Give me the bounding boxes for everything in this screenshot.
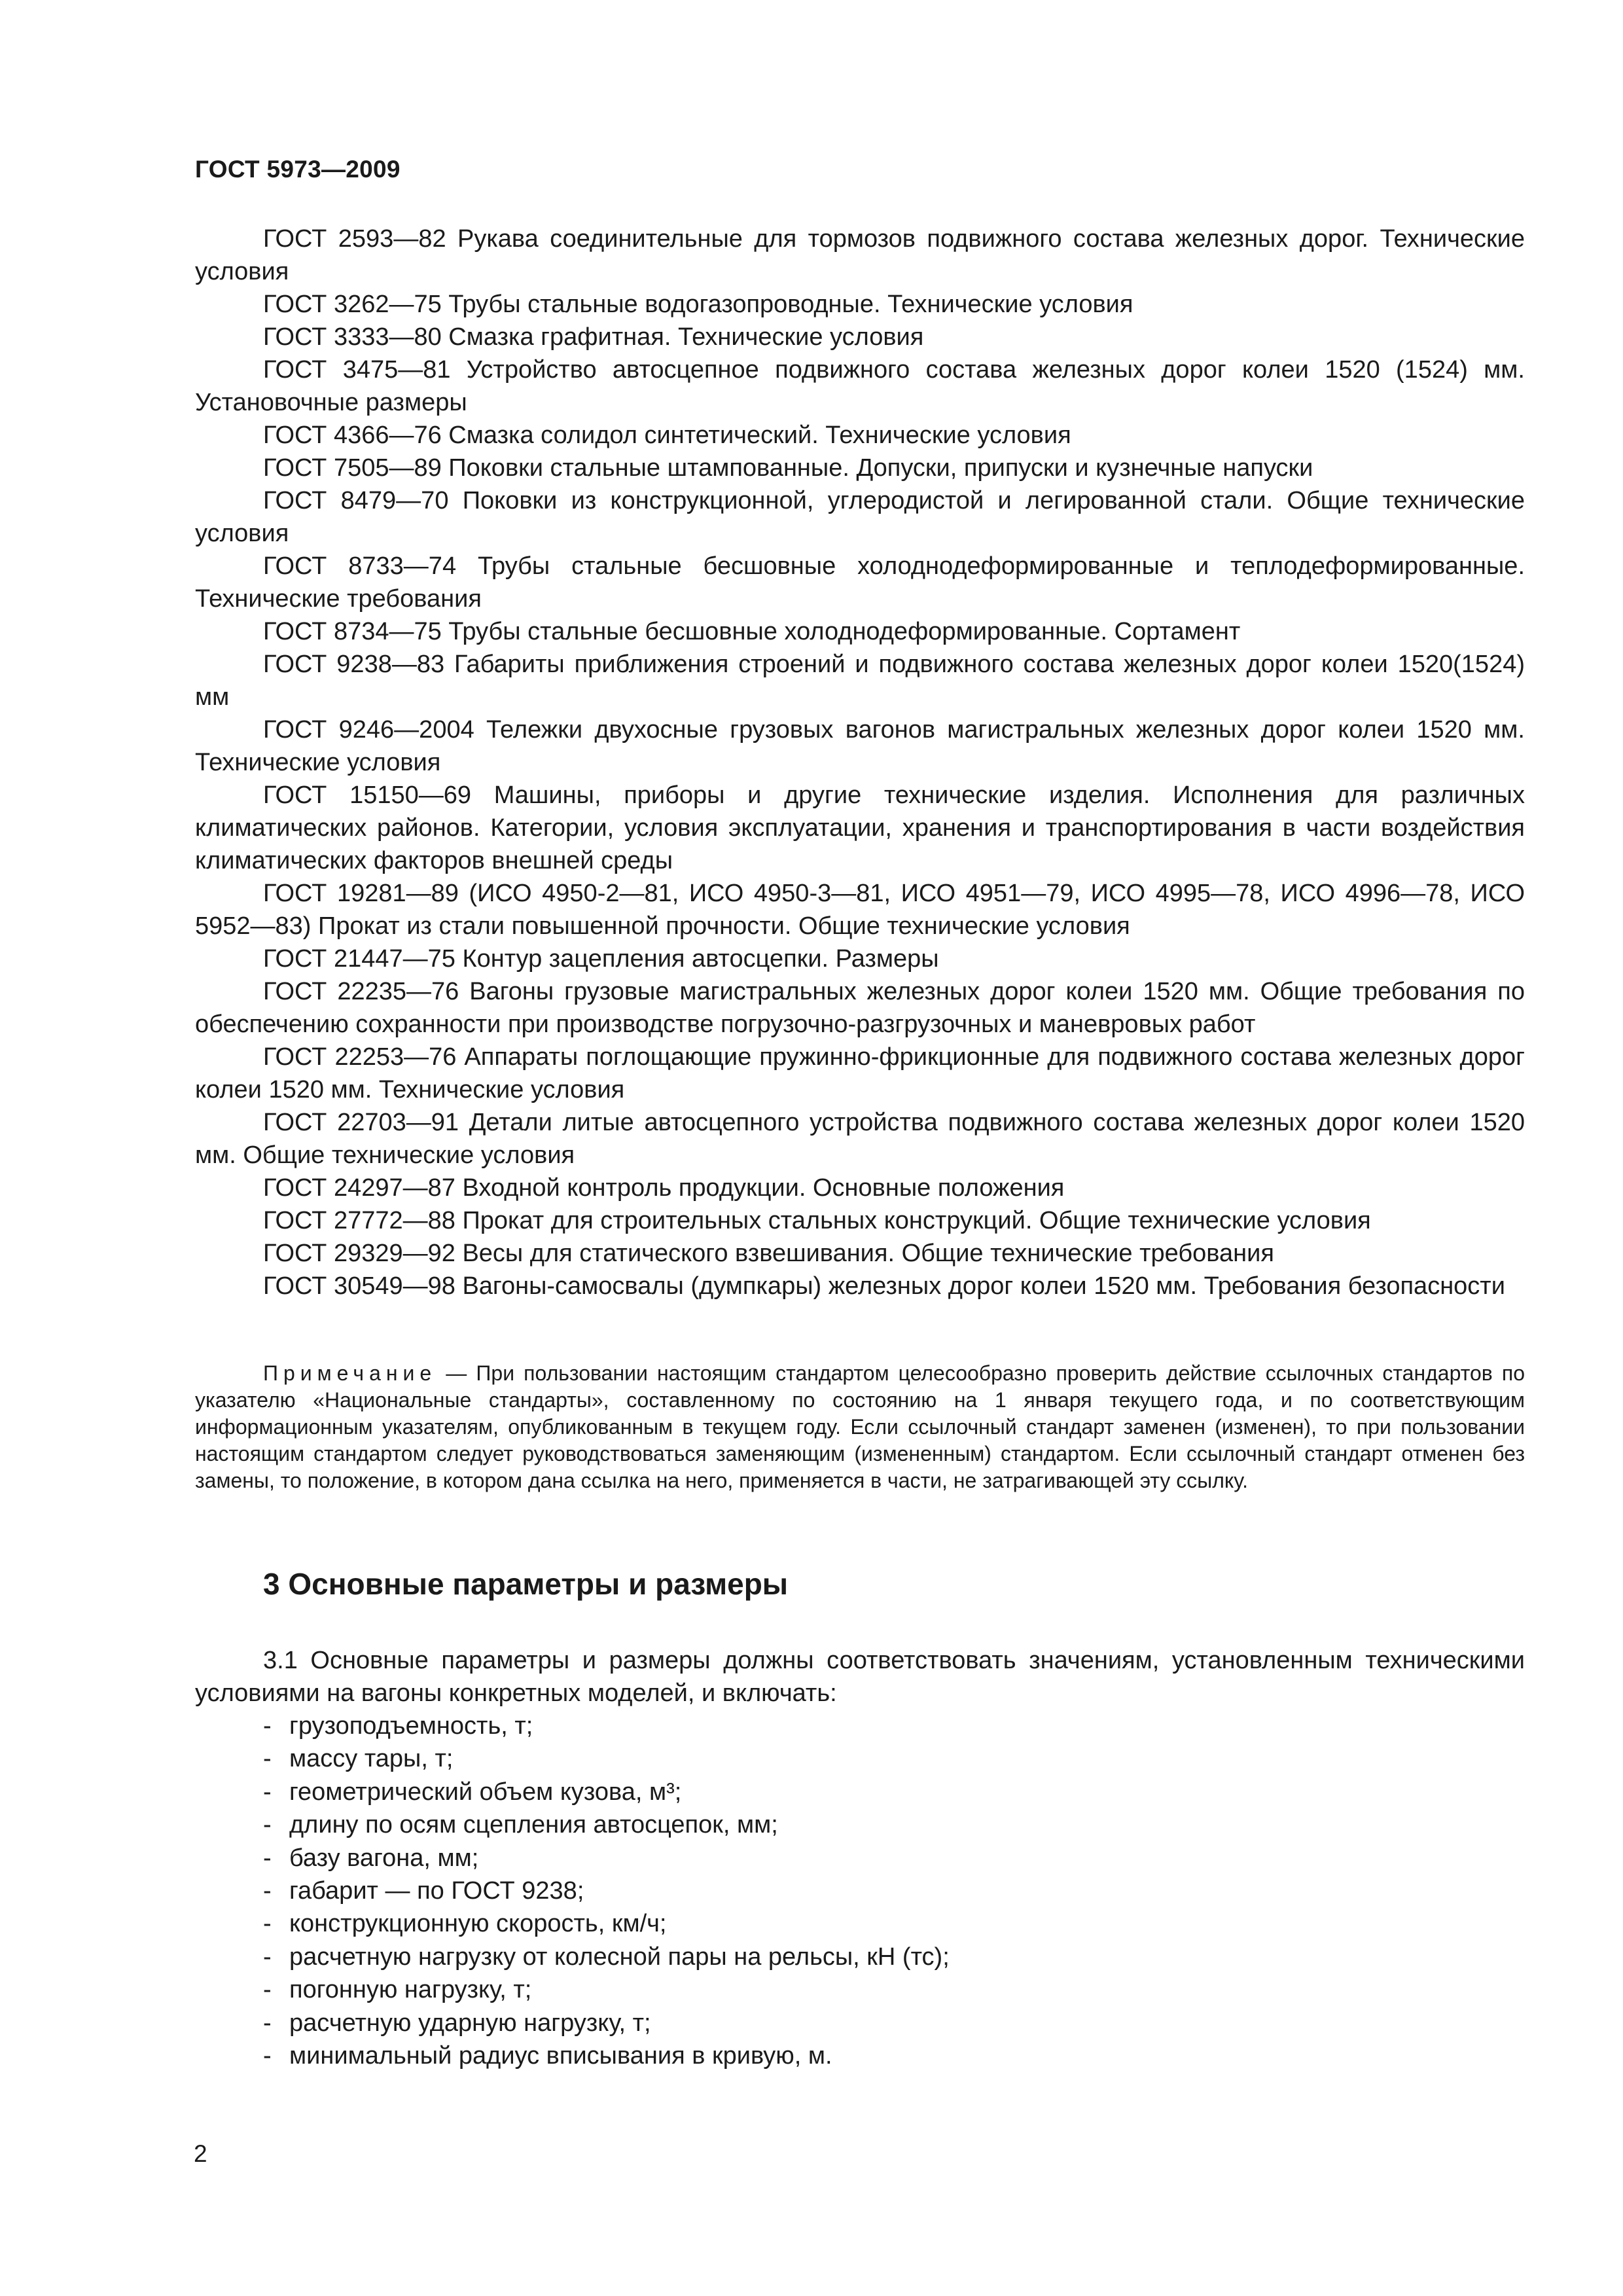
list-dash: - (263, 1976, 272, 2004)
list-item-text: длину по осям сцепления автосцепок, мм; (289, 1811, 778, 1839)
reference-item: ГОСТ 9246—2004 Тележки двухосные грузовых вагонов магистральных железных дорог колеи 1520 мм. Технические условия (195, 716, 1525, 776)
reference-item: ГОСТ 9238—83 Габариты приближения строений и подвижного состава железных дорог колеи 1520(1524) мм (195, 651, 1525, 711)
list-dash: - (263, 1877, 272, 1905)
list-item-text: геометрический объем кузова, м³; (289, 1778, 682, 1806)
document-header: ГОСТ 5973—2009 (195, 156, 401, 183)
list-dash: - (263, 1910, 272, 1938)
reference-item: ГОСТ 15150—69 Машины, приборы и другие технические изделия. Исполнения для различных климатических районов. Категории, условия эксплуатации, хранения и транспортирования в части воздействия климатических факторов внешней среды (195, 781, 1525, 874)
list-item-text: минимальный радиус вписывания в кривую, м. (289, 2042, 832, 2070)
reference-item: ГОСТ 22235—76 Вагоны грузовые магистральных железных дорог колеи 1520 мм. Общие требования по обеспечению сохранности при производстве погрузочно-разгрузочных и маневровых работ (195, 978, 1525, 1038)
list-item-text: грузоподъемность, т; (289, 1712, 533, 1740)
list-dash: - (263, 1943, 272, 1971)
list-dash: - (263, 1778, 272, 1806)
section-heading: 3 Основные параметры и размеры (263, 1567, 789, 1601)
list-item (263, 1973, 950, 2006)
list-item (263, 1941, 950, 1973)
note-label: Примечание (263, 1361, 437, 1385)
reference-item: ГОСТ 3475—81 Устройство автосцепное подвижного состава железных дорог колеи 1520 (1524) мм. Установочные размеры (195, 356, 1525, 416)
list-item (263, 1907, 950, 1940)
list-item (263, 2007, 950, 2039)
reference-item: ГОСТ 30549—98 Вагоны-самосвалы (думпкары) железных дорог колеи 1520 мм. Требования безопасности (263, 1272, 1505, 1300)
list-item (263, 2039, 950, 2072)
page-number: 2 (194, 2140, 207, 2167)
list-dash: - (263, 1811, 272, 1839)
list-item (263, 1710, 950, 1742)
note-paragraph (195, 1360, 1525, 1494)
reference-item: ГОСТ 22703—91 Детали литые автосцепного устройства подвижного состава железных дорог колеи 1520 мм. Общие технические условия (195, 1109, 1525, 1169)
list-item (263, 1808, 950, 1841)
list-dash: - (263, 1712, 272, 1740)
reference-item: ГОСТ 27772—88 Прокат для строительных стальных конструкций. Общие технические условия (263, 1207, 1371, 1234)
reference-item: ГОСТ 8733—74 Трубы стальные бесшовные холоднодеформированные и теплодеформированные. Технические требования (195, 552, 1525, 613)
reference-item: ГОСТ 3262—75 Трубы стальные водогазопроводные. Технические условия (263, 291, 1133, 318)
reference-item: ГОСТ 2593—82 Рукава соединительные для тормозов подвижного состава железных дорог. Технические условия (195, 225, 1525, 285)
list-dash: - (263, 1745, 272, 1773)
list-item-text: расчетную ударную нагрузку, т; (289, 2009, 651, 2037)
list-item-text: базу вагона, мм; (289, 1844, 479, 1872)
list-item-text: погонную нагрузку, т; (289, 1976, 532, 2004)
reference-item: ГОСТ 8734—75 Трубы стальные бесшовные холоднодеформированные. Сортамент (263, 618, 1241, 645)
reference-item: ГОСТ 19281—89 (ИСО 4950-2—81, ИСО 4950-3—81, ИСО 4951—79, ИСО 4995—78, ИСО 4996—78, ИСО 5952—83) Прокат из стали повышенной прочности. Общие технические условия (195, 880, 1525, 940)
reference-item: ГОСТ 24297—87 Входной контроль продукции. Основные положения (263, 1174, 1065, 1202)
reference-item: ГОСТ 21447—75 Контур зацепления автосцепки. Размеры (263, 945, 939, 973)
list-dash: - (263, 2042, 272, 2070)
list-item-text: расчетную нагрузку от колесной пары на рельсы, кН (тс); (289, 1943, 950, 1971)
list-item-text: конструкционную скорость, км/ч; (289, 1910, 667, 1938)
list-item (263, 1874, 950, 1907)
reference-item: ГОСТ 7505—89 Поковки стальные штампованные. Допуски, припуски и кузнечные напуски (263, 454, 1313, 482)
normative-references-list (195, 223, 1525, 1302)
section-paragraph: 3.1 Основные параметры и размеры должны соответствовать значениям, установленным техническими условиями на вагоны конкретных моделей, и включать: (195, 1647, 1525, 1707)
reference-item: ГОСТ 22253—76 Аппараты поглощающие пружинно-фрикционные для подвижного состава железных дорог колеи 1520 мм. Технические условия (195, 1043, 1525, 1103)
reference-item: ГОСТ 29329—92 Весы для статического взвешивания. Общие технические требования (263, 1240, 1274, 1267)
list-item (263, 1742, 950, 1775)
reference-item: ГОСТ 3333—80 Смазка графитная. Технические условия (263, 323, 924, 351)
list-item-text: габарит — по ГОСТ 9238; (289, 1877, 584, 1905)
list-item-text: массу тары, т; (289, 1745, 454, 1773)
list-dash: - (263, 1844, 272, 1872)
reference-item: ГОСТ 8479—70 Поковки из конструкционной, углеродистой и легированной стали. Общие технические условия (195, 487, 1525, 547)
reference-item: ГОСТ 4366—76 Смазка солидол синтетический. Технические условия (263, 422, 1071, 449)
note-text: — При пользовании настоящим стандартом целесообразно проверить действие ссылочных стандартов по указателю «Национальные стандарты», составленному по состоянию на 1 января текущего года, и по соответствующим информационным указателям, опубликованным в текущем году. Если ссылочный стандарт заменен (изменен), то при пользовании настоящим стандартом следует руководствоваться заменяющим (измененным) стандартом. Если ссылочный стандарт отменен без замены, то положение, в котором дана ссылка на него, применяется в части, не затрагивающей эту ссылку. (195, 1361, 1525, 1492)
parameters-list (263, 1710, 950, 2072)
list-item (263, 1842, 950, 1874)
list-item (263, 1776, 950, 1808)
list-dash: - (263, 2009, 272, 2037)
